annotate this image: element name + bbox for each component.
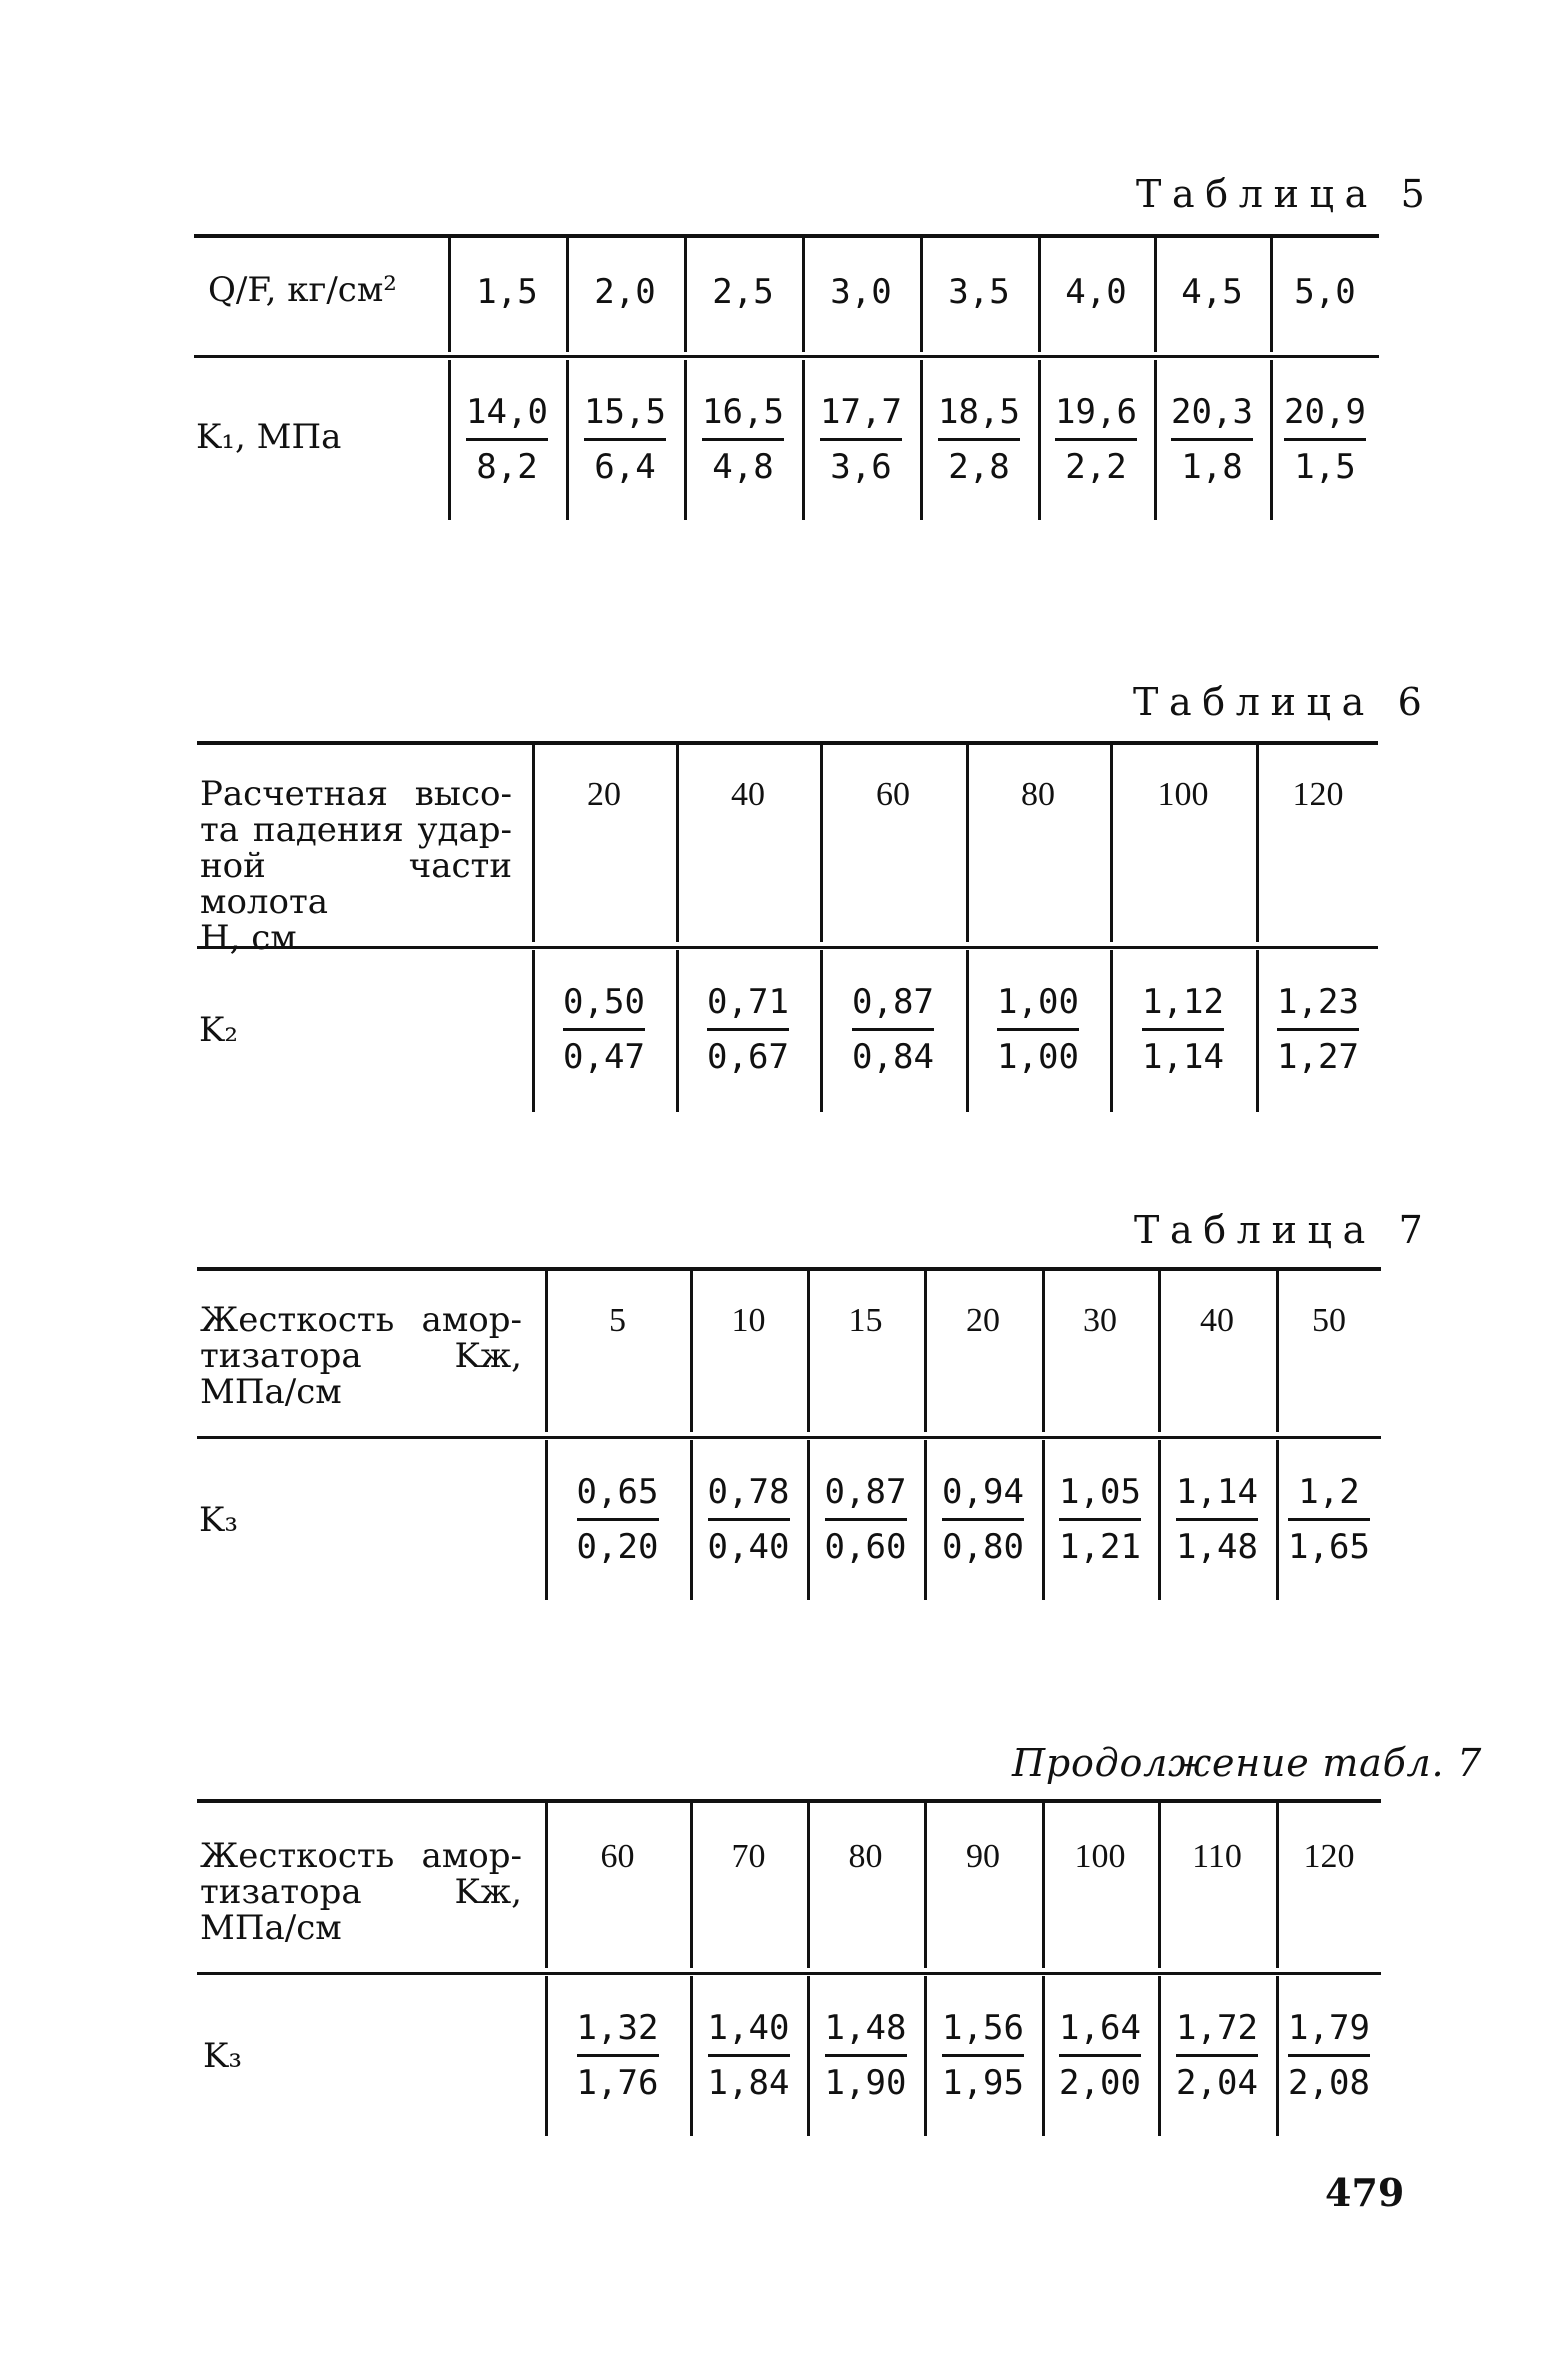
table7-cont-row1-label bbox=[200, 1838, 522, 1946]
column-header-cell: 70 bbox=[731, 1838, 766, 1875]
fraction-value-cell bbox=[1042, 1472, 1158, 1567]
denominator-value: 2,8 bbox=[948, 447, 1010, 487]
table6-row1-label-line: та падения удар- bbox=[200, 810, 512, 850]
table7-row2-label: K₃ bbox=[199, 1500, 239, 1540]
fraction-bar bbox=[1288, 2054, 1370, 2057]
page-number: 479 bbox=[1325, 2170, 1405, 2215]
denominator-value: 1,21 bbox=[1059, 1527, 1141, 1567]
fraction-bar bbox=[852, 1028, 934, 1031]
fraction-bar bbox=[942, 2054, 1024, 2057]
column-header-cell: 110 bbox=[1192, 1838, 1242, 1875]
fraction-value-cell bbox=[1042, 2008, 1158, 2103]
table7-cont-mid-rule bbox=[197, 1972, 1381, 1975]
numerator-value: 1,64 bbox=[1059, 2008, 1141, 2048]
column-header-cell: 5 bbox=[609, 1302, 626, 1339]
denominator-value: 1,95 bbox=[942, 2063, 1024, 2103]
column-header-cell: 40 bbox=[1200, 1302, 1234, 1339]
denominator-value: 0,60 bbox=[824, 1527, 907, 1567]
denominator-value: 2,04 bbox=[1176, 2063, 1258, 2103]
numerator-value: 1,79 bbox=[1288, 2008, 1370, 2048]
table7-cont-row1-label-line: Жесткость амор- bbox=[200, 1836, 522, 1876]
column-header-cell: 60 bbox=[600, 1838, 635, 1875]
denominator-value: 1,27 bbox=[1277, 1037, 1359, 1077]
column-separator bbox=[676, 745, 679, 942]
column-header-cell: 50 bbox=[1312, 1302, 1346, 1339]
fraction-value-cell bbox=[802, 392, 920, 487]
fraction-value-cell bbox=[1158, 2008, 1276, 2103]
denominator-value: 0,84 bbox=[852, 1037, 934, 1077]
fraction-bar bbox=[577, 2054, 659, 2057]
denominator-value: 8,2 bbox=[476, 447, 538, 487]
fraction-value-cell bbox=[1154, 392, 1270, 487]
denominator-value: 1,90 bbox=[824, 2063, 907, 2103]
fraction-value-cell bbox=[545, 2008, 690, 2103]
column-separator bbox=[807, 1271, 810, 1432]
fraction-value-cell bbox=[448, 392, 566, 487]
fraction-value-cell bbox=[690, 2008, 807, 2103]
numerator-value: 1,05 bbox=[1059, 1472, 1141, 1512]
table6-row1-label-line: ной части молота bbox=[200, 846, 512, 922]
denominator-value: 1,76 bbox=[576, 2063, 659, 2103]
fraction-value-cell bbox=[676, 982, 820, 1077]
column-header-cell: 15 bbox=[848, 1302, 883, 1339]
numerator-value: 17,7 bbox=[820, 392, 902, 432]
fraction-bar bbox=[707, 1028, 789, 1031]
fraction-bar bbox=[820, 438, 902, 441]
numerator-value: 1,72 bbox=[1176, 2008, 1258, 2048]
column-separator bbox=[1276, 1271, 1279, 1432]
table7-cont-row1-label-line: МПа/см bbox=[200, 1908, 342, 1948]
fraction-value-cell bbox=[1158, 1472, 1276, 1567]
fraction-bar bbox=[1059, 2054, 1141, 2057]
numerator-value: 1,32 bbox=[576, 2008, 659, 2048]
fraction-bar bbox=[1288, 1518, 1370, 1521]
fraction-bar bbox=[466, 438, 548, 441]
fraction-value-cell bbox=[566, 392, 684, 487]
numerator-value: 0,94 bbox=[942, 1472, 1024, 1512]
fraction-bar bbox=[708, 2054, 790, 2057]
column-header-cell: 20 bbox=[587, 776, 621, 813]
fraction-bar bbox=[577, 1518, 659, 1521]
denominator-value: 0,40 bbox=[707, 1527, 790, 1567]
table6-row2-label: K₂ bbox=[199, 1010, 239, 1050]
numerator-value: 1,2 bbox=[1298, 1472, 1360, 1512]
column-header-cell: 100 bbox=[1157, 776, 1209, 813]
numerator-value: 1,12 bbox=[1142, 982, 1224, 1022]
table7-cont-caption: Продолжение табл. 7 bbox=[1012, 1741, 1483, 1785]
column-separator bbox=[1158, 1803, 1161, 1968]
numerator-value: 0,87 bbox=[852, 982, 934, 1022]
numerator-value: 0,65 bbox=[576, 1472, 659, 1512]
fraction-bar bbox=[708, 1518, 790, 1521]
fraction-value-cell bbox=[820, 982, 966, 1077]
numerator-value: 0,87 bbox=[824, 1472, 907, 1512]
column-header-cell: 5,0 bbox=[1294, 272, 1356, 312]
column-header-cell: 80 bbox=[1021, 776, 1055, 813]
column-header-cell: 20 bbox=[966, 1302, 1000, 1339]
numerator-value: 14,0 bbox=[466, 392, 548, 432]
column-separator bbox=[1042, 1803, 1045, 1968]
column-separator bbox=[1110, 745, 1113, 942]
denominator-value: 1,84 bbox=[707, 2063, 790, 2103]
fraction-bar bbox=[1284, 438, 1366, 441]
numerator-value: 1,56 bbox=[942, 2008, 1024, 2048]
denominator-value: 0,67 bbox=[707, 1037, 789, 1077]
table7-caption: Таблица 7 bbox=[1134, 1208, 1434, 1252]
column-header-cell: 40 bbox=[731, 776, 765, 813]
fraction-bar bbox=[825, 1518, 907, 1521]
column-header-cell: 120 bbox=[1303, 1838, 1355, 1875]
table6-row1-label-line: H, см bbox=[200, 918, 297, 958]
numerator-value: 19,6 bbox=[1055, 392, 1137, 432]
column-separator bbox=[820, 745, 823, 942]
table7-row1-label-line: МПа/см bbox=[200, 1372, 342, 1412]
denominator-value: 1,14 bbox=[1142, 1037, 1224, 1077]
column-header-cell: 4,5 bbox=[1181, 272, 1243, 312]
numerator-value: 20,9 bbox=[1284, 392, 1366, 432]
fraction-value-cell bbox=[545, 1472, 690, 1567]
numerator-value: 0,71 bbox=[707, 982, 789, 1022]
column-header-cell: 1,5 bbox=[476, 272, 538, 312]
column-header-cell: 30 bbox=[1083, 1302, 1117, 1339]
fraction-bar bbox=[1142, 1028, 1224, 1031]
fraction-bar bbox=[1176, 1518, 1258, 1521]
denominator-value: 0,80 bbox=[942, 1527, 1024, 1567]
column-separator bbox=[690, 1271, 693, 1432]
column-header-cell: 10 bbox=[731, 1302, 766, 1339]
fraction-bar bbox=[1171, 438, 1253, 441]
denominator-value: 2,08 bbox=[1288, 2063, 1370, 2103]
column-header-cell: 80 bbox=[848, 1838, 883, 1875]
denominator-value: 1,8 bbox=[1181, 447, 1243, 487]
table5-top-rule bbox=[194, 234, 1379, 238]
denominator-value: 1,65 bbox=[1288, 1527, 1370, 1567]
table6-row1-label-line: Расчетная высо- bbox=[200, 774, 512, 814]
fraction-bar bbox=[942, 1518, 1024, 1521]
table7-row1-label-line: Жесткость амор- bbox=[200, 1300, 522, 1340]
numerator-value: 1,48 bbox=[824, 2008, 907, 2048]
denominator-value: 0,20 bbox=[576, 1527, 659, 1567]
column-separator bbox=[924, 1271, 927, 1432]
denominator-value: 4,8 bbox=[712, 447, 774, 487]
denominator-value: 1,5 bbox=[1294, 447, 1356, 487]
denominator-value: 6,4 bbox=[594, 447, 656, 487]
column-header-cell: 3,5 bbox=[948, 272, 1010, 312]
table5-caption: Таблица 5 bbox=[1136, 172, 1436, 216]
column-separator bbox=[1256, 745, 1259, 942]
table7-row1-label-line: тизатора Kж, bbox=[200, 1336, 522, 1376]
numerator-value: 16,5 bbox=[702, 392, 784, 432]
fraction-bar bbox=[584, 438, 666, 441]
fraction-value-cell bbox=[1038, 392, 1154, 487]
fraction-value-cell bbox=[1256, 982, 1380, 1077]
column-separator bbox=[1276, 1803, 1279, 1968]
column-header-cell: 2,0 bbox=[594, 272, 656, 312]
column-separator bbox=[966, 745, 969, 942]
column-header-cell: 60 bbox=[876, 776, 910, 813]
fraction-value-cell bbox=[1110, 982, 1256, 1077]
fraction-value-cell bbox=[807, 2008, 924, 2103]
column-separator bbox=[545, 1803, 548, 1968]
column-separator bbox=[1158, 1271, 1161, 1432]
numerator-value: 1,14 bbox=[1176, 1472, 1258, 1512]
fraction-value-cell bbox=[1276, 2008, 1382, 2103]
column-header-cell: 2,5 bbox=[712, 272, 774, 312]
numerator-value: 20,3 bbox=[1171, 392, 1253, 432]
denominator-value: 0,47 bbox=[563, 1037, 645, 1077]
denominator-value: 2,00 bbox=[1059, 2063, 1141, 2103]
fraction-bar bbox=[1055, 438, 1137, 441]
column-separator bbox=[1042, 1271, 1045, 1432]
column-header-cell: 100 bbox=[1074, 1838, 1126, 1875]
fraction-bar bbox=[1059, 1518, 1141, 1521]
table7-cont-row2-label: K₃ bbox=[203, 2036, 243, 2076]
fraction-value-cell bbox=[1270, 392, 1380, 487]
column-separator bbox=[924, 1803, 927, 1968]
table5-row1-label: Q/F, кг/см² bbox=[208, 270, 397, 310]
fraction-value-cell bbox=[924, 1472, 1042, 1567]
fraction-value-cell bbox=[966, 982, 1110, 1077]
denominator-value: 3,6 bbox=[830, 447, 892, 487]
numerator-value: 0,78 bbox=[707, 1472, 790, 1512]
column-header-cell: 4,0 bbox=[1065, 272, 1127, 312]
table7-top-rule bbox=[197, 1267, 1381, 1271]
table7-cont-top-rule bbox=[197, 1799, 1381, 1803]
numerator-value: 1,23 bbox=[1277, 982, 1359, 1022]
denominator-value: 1,00 bbox=[997, 1037, 1079, 1077]
fraction-bar bbox=[702, 438, 784, 441]
fraction-bar bbox=[938, 438, 1020, 441]
fraction-value-cell bbox=[684, 392, 802, 487]
column-separator bbox=[532, 745, 535, 942]
fraction-bar bbox=[1277, 1028, 1359, 1031]
numerator-value: 0,50 bbox=[563, 982, 645, 1022]
numerator-value: 1,40 bbox=[707, 2008, 790, 2048]
fraction-value-cell bbox=[924, 2008, 1042, 2103]
fraction-value-cell bbox=[920, 392, 1038, 487]
table6-row1-label bbox=[200, 776, 512, 956]
table5-mid-rule bbox=[194, 355, 1379, 358]
fraction-bar bbox=[825, 2054, 907, 2057]
table7-mid-rule bbox=[197, 1436, 1381, 1439]
denominator-value: 2,2 bbox=[1065, 447, 1127, 487]
fraction-value-cell bbox=[532, 982, 676, 1077]
column-header-cell: 120 bbox=[1292, 776, 1344, 813]
fraction-bar bbox=[997, 1028, 1079, 1031]
column-header-cell: 90 bbox=[966, 1838, 1000, 1875]
fraction-bar bbox=[563, 1028, 645, 1031]
fraction-bar bbox=[1176, 2054, 1258, 2057]
column-separator bbox=[807, 1803, 810, 1968]
table6-caption: Таблица 6 bbox=[1133, 680, 1433, 724]
table6-top-rule bbox=[197, 741, 1378, 745]
column-separator bbox=[545, 1271, 548, 1432]
table7-row1-label bbox=[200, 1302, 522, 1410]
denominator-value: 1,48 bbox=[1176, 1527, 1258, 1567]
numerator-value: 1,00 bbox=[997, 982, 1079, 1022]
table5-row2-label: K₁, МПа bbox=[196, 417, 342, 457]
fraction-value-cell bbox=[807, 1472, 924, 1567]
numerator-value: 18,5 bbox=[938, 392, 1020, 432]
column-header-cell: 3,0 bbox=[830, 272, 892, 312]
fraction-value-cell bbox=[690, 1472, 807, 1567]
numerator-value: 15,5 bbox=[584, 392, 666, 432]
table7-cont-row1-label-line: тизатора Kж, bbox=[200, 1872, 522, 1912]
column-separator bbox=[690, 1803, 693, 1968]
fraction-value-cell bbox=[1276, 1472, 1382, 1567]
